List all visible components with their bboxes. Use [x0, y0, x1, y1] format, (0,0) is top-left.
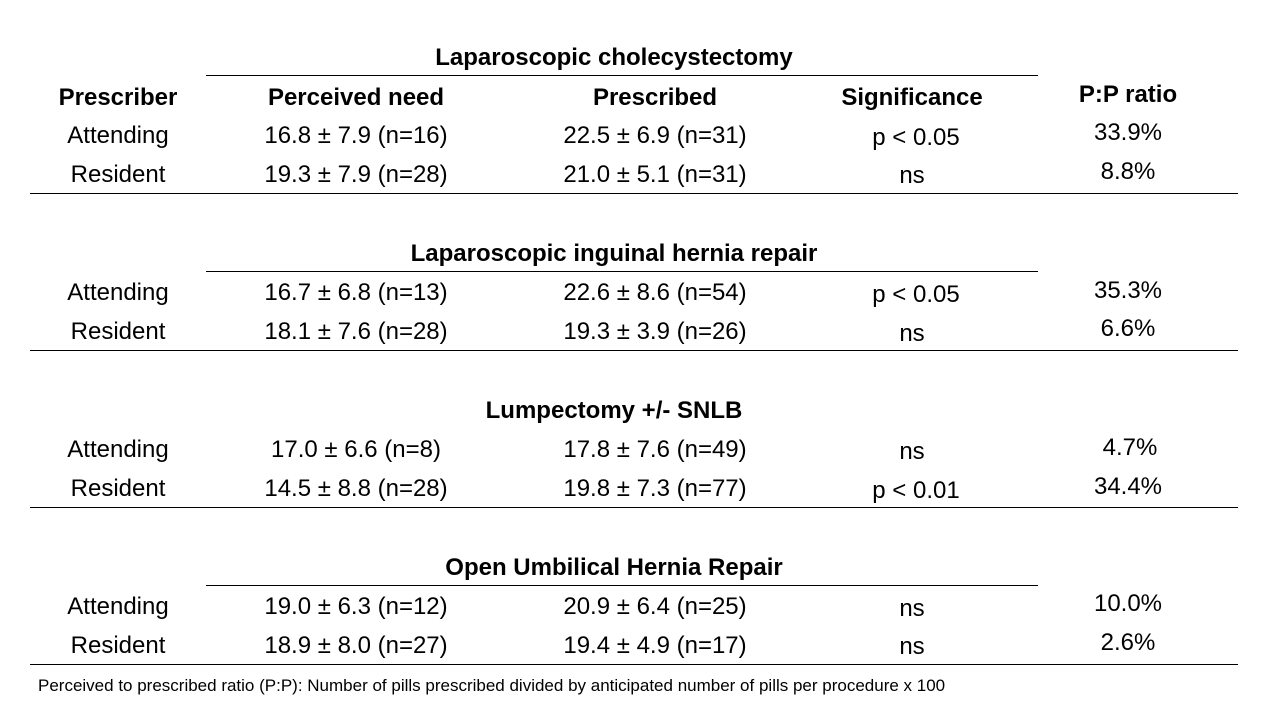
cell-significance: ns [899, 320, 925, 347]
cell-prescribed: 22.5 ± 6.9 (n=31) [563, 122, 747, 149]
footnote: Perceived to prescribed ratio (P:P): Number of pills prescribed divided by anticipated number of pills per procedure x 100 [38, 676, 946, 695]
cell-prescriber: Attending [67, 436, 169, 463]
cell-prescribed: 17.8 ± 7.6 (n=49) [563, 436, 747, 463]
table-bottom-rule [30, 664, 1238, 665]
cell-significance: ns [899, 438, 925, 465]
cell-prescriber: Resident [70, 475, 166, 502]
cell-prescribed: 21.0 ± 5.1 (n=31) [563, 161, 747, 188]
cell-pp-ratio: 8.8% [1100, 158, 1156, 185]
column-header-prescribed: Prescribed [592, 84, 718, 111]
cell-pp-ratio: 34.4% [1093, 473, 1163, 500]
cell-prescriber: Resident [70, 161, 166, 188]
cell-significance: p < 0.01 [872, 477, 960, 504]
cell-perceived-need: 18.9 ± 8.0 (n=27) [264, 632, 448, 659]
cell-significance: ns [899, 633, 925, 660]
column-header-perceived-need: Perceived need [267, 84, 445, 111]
cell-prescribed: 20.9 ± 6.4 (n=25) [563, 593, 747, 620]
cell-perceived-need: 16.7 ± 6.8 (n=13) [264, 279, 448, 306]
section-divider [30, 507, 1238, 508]
cell-prescriber: Attending [67, 593, 169, 620]
section-title-underline [206, 271, 1038, 272]
cell-prescribed: 22.6 ± 8.6 (n=54) [563, 279, 747, 306]
section-title-underline [206, 585, 1038, 586]
cell-pp-ratio: 10.0% [1093, 590, 1163, 617]
section-title-lumpectomy: Lumpectomy +/- SNLB [485, 397, 743, 424]
column-header-prescriber: Prescriber [58, 84, 178, 111]
cell-pp-ratio: 33.9% [1093, 119, 1163, 146]
column-header-significance: Significance [841, 84, 983, 111]
cell-prescribed: 19.8 ± 7.3 (n=77) [563, 475, 747, 502]
section-title-inguinal-hernia: Laparoscopic inguinal hernia repair [410, 240, 818, 267]
cell-pp-ratio: 2.6% [1100, 629, 1156, 656]
cell-pp-ratio: 4.7% [1102, 434, 1158, 461]
section-divider [30, 350, 1238, 351]
cell-significance: ns [899, 595, 925, 622]
column-header-pp-ratio: P:P ratio [1078, 81, 1178, 108]
cell-prescriber: Resident [70, 318, 166, 345]
cell-prescribed: 19.3 ± 3.9 (n=26) [563, 318, 747, 345]
cell-prescriber: Attending [67, 279, 169, 306]
cell-perceived-need: 19.3 ± 7.9 (n=28) [264, 161, 448, 188]
section-title-underline [206, 75, 1038, 76]
cell-perceived-need: 19.0 ± 6.3 (n=12) [264, 593, 448, 620]
section-divider [30, 193, 1238, 194]
cell-prescriber: Attending [67, 122, 169, 149]
cell-significance: ns [899, 162, 925, 189]
section-title-umbilical-hernia: Open Umbilical Hernia Repair [445, 554, 783, 581]
cell-pp-ratio: 35.3% [1093, 277, 1163, 304]
cell-perceived-need: 17.0 ± 6.6 (n=8) [271, 436, 441, 463]
cell-perceived-need: 16.8 ± 7.9 (n=16) [264, 122, 448, 149]
cell-perceived-need: 18.1 ± 7.6 (n=28) [264, 318, 448, 345]
cell-significance: p < 0.05 [872, 124, 960, 151]
cell-perceived-need: 14.5 ± 8.8 (n=28) [264, 475, 448, 502]
section-title-cholecystectomy: Laparoscopic cholecystectomy [435, 44, 793, 71]
cell-pp-ratio: 6.6% [1100, 315, 1156, 342]
cell-significance: p < 0.05 [872, 281, 960, 308]
cell-prescribed: 19.4 ± 4.9 (n=17) [563, 632, 747, 659]
cell-prescriber: Resident [70, 632, 166, 659]
